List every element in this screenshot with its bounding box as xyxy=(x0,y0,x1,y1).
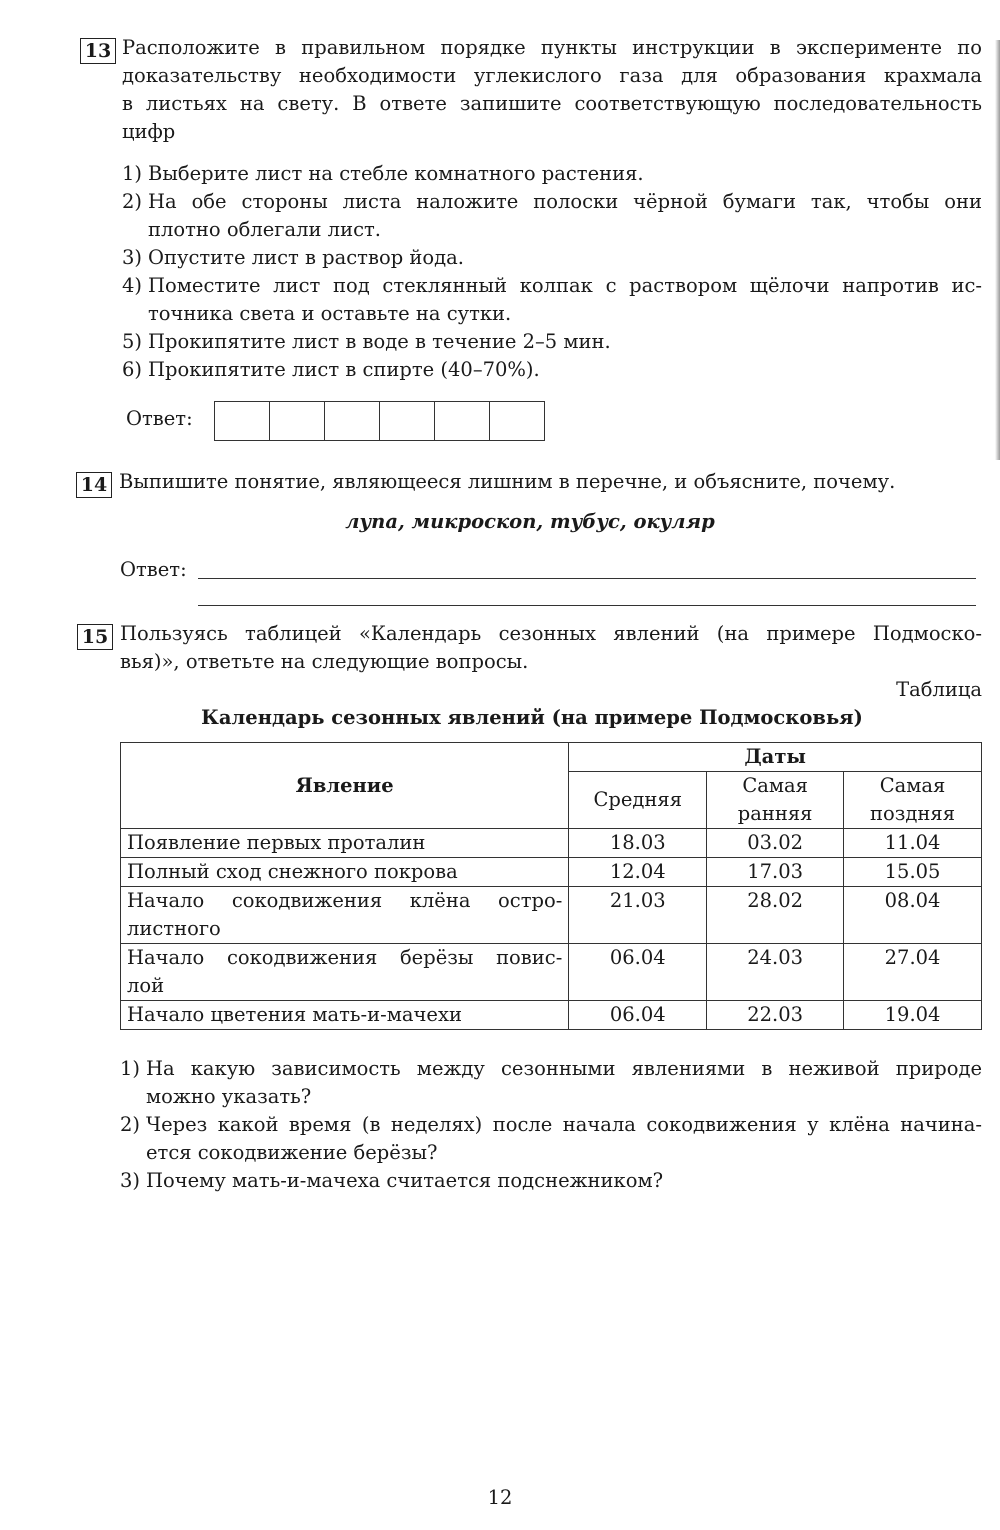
item-number: 3) xyxy=(120,1169,141,1192)
page-number: 12 xyxy=(487,1486,513,1509)
list-item xyxy=(122,244,982,272)
column-header-phenomenon: Явление xyxy=(121,743,569,829)
task-13-steps xyxy=(122,160,982,384)
scan-edge-shadow xyxy=(995,40,1000,460)
task-13-number: 13 xyxy=(80,38,116,64)
column-header-average: Средняя xyxy=(569,772,707,829)
column-header-dates: Даты xyxy=(569,743,982,772)
task-14-terms: лупа, микроскоп, тубус, окуляр xyxy=(345,510,715,533)
cell-text: лой xyxy=(127,974,165,997)
average-date-cell: 12.04 xyxy=(569,858,707,887)
answer-line[interactable] xyxy=(198,605,976,606)
phenomenon-cell xyxy=(121,1001,569,1030)
list-item xyxy=(122,188,982,244)
answer-line[interactable] xyxy=(198,578,976,579)
earliest-date-cell: 03.02 xyxy=(707,829,844,858)
latest-date-cell: 11.04 xyxy=(844,829,982,858)
column-header-latest xyxy=(844,772,982,829)
item-text: Почему мать-и-мачеха считается подснежником? xyxy=(146,1169,664,1192)
item-number: 2) xyxy=(122,190,143,213)
phenomenon-cell xyxy=(121,858,569,887)
latest-date-cell: 19.04 xyxy=(844,1001,982,1030)
list-item xyxy=(120,1055,982,1111)
table-row xyxy=(121,944,982,1001)
task-15-number: 15 xyxy=(77,624,113,650)
task-14-number: 14 xyxy=(76,472,112,498)
task-13-prompt-line: в листьях на свету. В ответе запишите соответствующую последовательность xyxy=(122,92,982,115)
list-item xyxy=(120,1167,982,1195)
earliest-date-cell: 28.02 xyxy=(707,887,844,944)
task-13-prompt-line: Расположите в правильном порядке пункты инструкции в эксперименте по xyxy=(122,36,982,59)
list-item xyxy=(122,328,982,356)
earliest-date-cell: 17.03 xyxy=(707,858,844,887)
answer-cell[interactable] xyxy=(215,402,270,440)
list-item xyxy=(122,160,982,188)
answer-cell[interactable] xyxy=(380,402,435,440)
item-text: Выберите лист на стебле комнатного растения. xyxy=(148,162,644,185)
cell-text: Появление первых проталин xyxy=(127,831,426,854)
cell-text: Полный сход снежного покрова xyxy=(127,860,458,883)
answer-cell[interactable] xyxy=(490,402,544,440)
list-item xyxy=(122,356,982,384)
task-15-prompt-line: вья)», ответьте на следующие вопросы. xyxy=(120,650,529,673)
latest-date-cell: 27.04 xyxy=(844,944,982,1001)
list-item xyxy=(120,1111,982,1167)
answer-cell[interactable] xyxy=(435,402,490,440)
latest-date-cell: 08.04 xyxy=(844,887,982,944)
table-title: Календарь сезонных явлений (на примере Подмосковья) xyxy=(201,706,863,729)
item-number: 4) xyxy=(122,274,143,297)
item-text: ется сокодвижение берёзы? xyxy=(146,1141,438,1164)
answer-cell[interactable] xyxy=(325,402,380,440)
item-text: точника света и оставьте на сутки. xyxy=(148,302,512,325)
item-text: На какую зависимость между сезонными явлениями в неживой природе xyxy=(146,1057,982,1080)
item-text: Через какой время (в неделях) после начала сокодвижения у клёна начина- xyxy=(146,1113,982,1136)
answer-cell[interactable] xyxy=(270,402,325,440)
item-number: 3) xyxy=(122,246,143,269)
item-text: Прокипятите лист в спирте (40–70%). xyxy=(148,358,540,381)
table-label: Таблица xyxy=(896,678,982,701)
header-line: поздняя xyxy=(870,802,956,825)
seasonal-calendar-table xyxy=(120,742,982,1030)
cell-text: Начало сокодвижения клёна остро- xyxy=(127,889,563,912)
cell-text: Начало цветения мать-и-мачехи xyxy=(127,1003,462,1026)
phenomenon-cell xyxy=(121,829,569,858)
average-date-cell: 06.04 xyxy=(569,1001,707,1030)
cell-text: листного xyxy=(127,917,221,940)
earliest-date-cell: 24.03 xyxy=(707,944,844,1001)
item-text: Опустите лист в раствор йода. xyxy=(148,246,464,269)
list-item xyxy=(122,272,982,328)
task-15-prompt-line: Пользуясь таблицей «Календарь сезонных явлений (на примере Подмоско- xyxy=(120,622,982,645)
task-14-answer-label: Ответ: xyxy=(120,558,187,581)
item-number: 1) xyxy=(120,1057,141,1080)
item-text: На обе стороны листа наложите полоски чёрной бумаги так, чтобы они xyxy=(148,190,982,213)
table-row xyxy=(121,1001,982,1030)
item-number: 2) xyxy=(120,1113,141,1136)
item-text: можно указать? xyxy=(146,1085,312,1108)
phenomenon-cell xyxy=(121,944,569,1001)
cell-text: Начало сокодвижения берёзы повис- xyxy=(127,946,563,969)
table-row xyxy=(121,887,982,944)
task-15-questions xyxy=(120,1055,982,1195)
item-number: 1) xyxy=(122,162,143,185)
header-line: Самая xyxy=(742,774,808,797)
header-line: ранняя xyxy=(737,802,813,825)
table-row xyxy=(121,829,982,858)
task-13-prompt-line: цифр xyxy=(122,120,176,143)
task-14-prompt: Выпишите понятие, являющееся лишним в перечне, и объясните, почему. xyxy=(119,470,896,493)
task-13-answer-cells xyxy=(214,401,545,441)
average-date-cell: 18.03 xyxy=(569,829,707,858)
item-number: 6) xyxy=(122,358,143,381)
average-date-cell: 06.04 xyxy=(569,944,707,1001)
item-text: плотно облегали лист. xyxy=(148,218,381,241)
task-13-answer-label: Ответ: xyxy=(126,407,193,430)
task-15-prompt xyxy=(120,620,982,676)
header-line: Самая xyxy=(879,774,946,797)
earliest-date-cell: 22.03 xyxy=(707,1001,844,1030)
column-header-earliest xyxy=(707,772,844,829)
item-text: Прокипятите лист в воде в течение 2–5 мин. xyxy=(148,330,611,353)
latest-date-cell: 15.05 xyxy=(844,858,982,887)
task-13-prompt xyxy=(122,34,982,146)
phenomenon-cell xyxy=(121,887,569,944)
average-date-cell: 21.03 xyxy=(569,887,707,944)
item-text: Поместите лист под стеклянный колпак с раствором щёлочи напротив ис- xyxy=(148,274,982,297)
item-number: 5) xyxy=(122,330,143,353)
task-13-prompt-line: доказательству необходимости углекислого газа для образования крахмала xyxy=(122,64,982,87)
table-row xyxy=(121,858,982,887)
